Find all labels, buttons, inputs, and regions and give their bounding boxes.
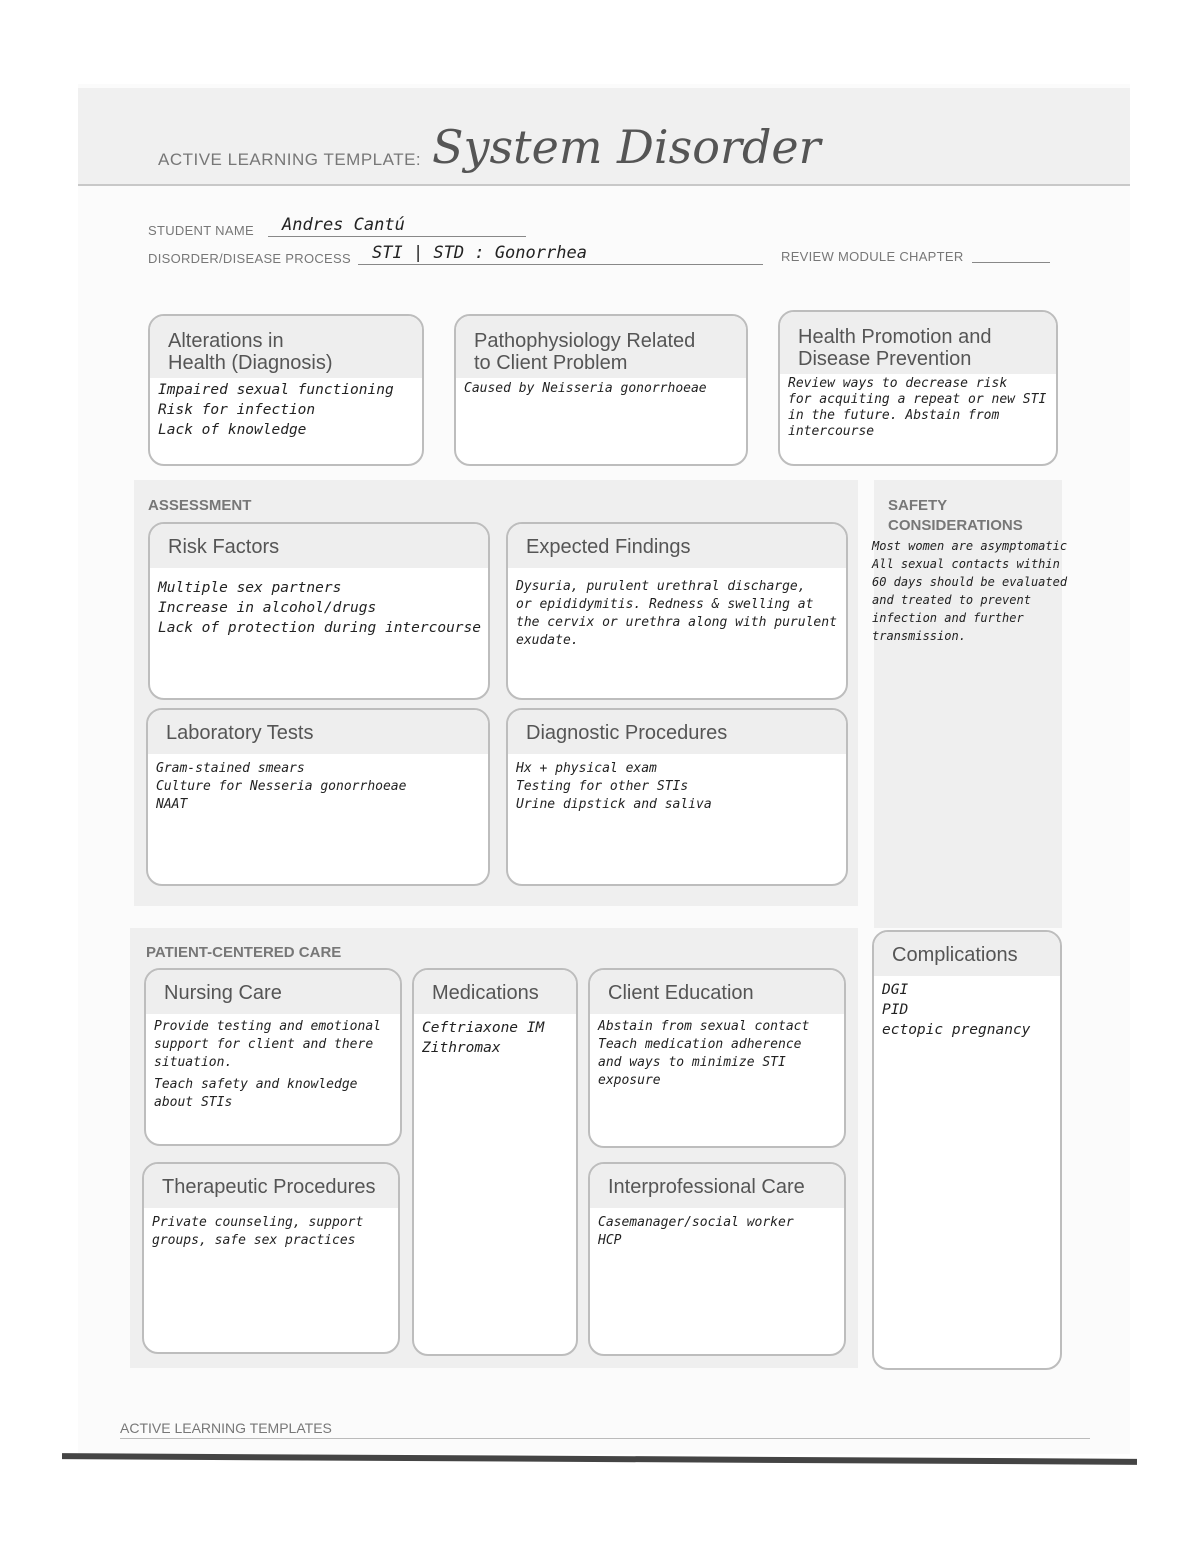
complications-content: DGI PID ectopic pregnancy (882, 982, 1031, 1038)
nursing-care-title: Nursing Care (146, 970, 400, 1014)
alterations-box (148, 314, 424, 466)
health-promotion-content: Review ways to decrease risk for acquiting a repeat or new STI in the future. Abstain from intercourse (788, 376, 1047, 439)
expected-findings-box (506, 522, 848, 700)
footer-divider (120, 1438, 1090, 1439)
diagnostic-procedures-box (506, 708, 848, 886)
medications-content: Ceftriaxone IM Zithromax (422, 1020, 545, 1056)
review-chapter-field[interactable] (972, 244, 1050, 263)
disorder-label: DISORDER/DISEASE PROCESS (148, 251, 351, 266)
risk-factors-title: Risk Factors (150, 524, 488, 568)
pathophysiology-content: Caused by Neisseria gonorrhoeae (464, 381, 707, 396)
health-promotion-box (778, 310, 1058, 466)
assessment-label: ASSESSMENT (148, 497, 252, 514)
complications-box (872, 930, 1062, 1370)
interprofessional-care-content: Casemanager/social worker HCP (598, 1215, 794, 1248)
complications-title: Complications (874, 932, 1060, 976)
alterations-title: Alterations in Health (Diagnosis) (150, 316, 422, 378)
diagnostic-procedures-content: Hx + physical exam Testing for other STIs Urine dipstick and saliva (516, 761, 712, 812)
laboratory-tests-title: Laboratory Tests (148, 710, 488, 754)
review-chapter-label: REVIEW MODULE CHAPTER (781, 249, 964, 264)
page-edge-shadow (62, 1453, 1137, 1465)
therapeutic-procedures-title: Therapeutic Procedures (144, 1164, 398, 1208)
pathophysiology-title: Pathophysiology Related to Client Problem (456, 316, 746, 378)
risk-factors-content: Multiple sex partners Increase in alcohol/drugs Lack of protection during intercourse (158, 580, 482, 636)
safety-label: SAFETY CONSIDERATIONS (888, 497, 1023, 534)
footer-label: ACTIVE LEARNING TEMPLATES (120, 1420, 332, 1436)
therapeutic-procedures-content: Private counseling, support groups, safe sex practices (152, 1215, 364, 1248)
interprofessional-care-title: Interprofessional Care (590, 1164, 844, 1208)
nursing-care-content: Provide testing and emotional support for client and there situation. Teach safety and knowledge about STIs (154, 1019, 381, 1110)
expected-findings-title: Expected Findings (508, 524, 846, 568)
client-education-box (588, 968, 846, 1148)
nursing-care-box (144, 968, 402, 1146)
interprofessional-care-box (588, 1162, 846, 1356)
safety-content: Most women are asymptomatic All sexual contacts within 60 days should be evaluated and treated to prevent infection and further transmission. (872, 539, 1068, 643)
diagnostic-procedures-title: Diagnostic Procedures (508, 710, 846, 754)
page-title: System Disorder (432, 120, 821, 174)
laboratory-tests-content: Gram-stained smears Culture for Nesseria gonorrhoeae NAAT (156, 761, 407, 812)
health-promotion-title: Health Promotion and Disease Prevention (780, 312, 1056, 374)
alterations-content: Impaired sexual functioning Risk for infection Lack of knowledge (158, 382, 394, 438)
client-education-title: Client Education (590, 970, 844, 1014)
therapeutic-procedures-box (142, 1162, 400, 1354)
medications-title: Medications (414, 970, 576, 1014)
template-label: ACTIVE LEARNING TEMPLATE: (158, 150, 422, 169)
expected-findings-content: Dysuria, purulent urethral discharge, or epididymitis. Redness & swelling at the cervix or urethra along with purulent exudate. (516, 579, 837, 648)
student-name-label: STUDENT NAME (148, 223, 254, 238)
laboratory-tests-box (146, 708, 490, 886)
patient-care-label: PATIENT-CENTERED CARE (146, 944, 342, 961)
client-education-content: Abstain from sexual contact Teach medication adherence and ways to minimize STI exposure (598, 1019, 810, 1088)
medications-box (412, 968, 578, 1356)
risk-factors-box (148, 522, 490, 700)
student-name-value: Andres Cantú (282, 215, 405, 235)
pathophysiology-box (454, 314, 748, 466)
disorder-value: STI | STD : Gonorrhea (372, 243, 587, 263)
